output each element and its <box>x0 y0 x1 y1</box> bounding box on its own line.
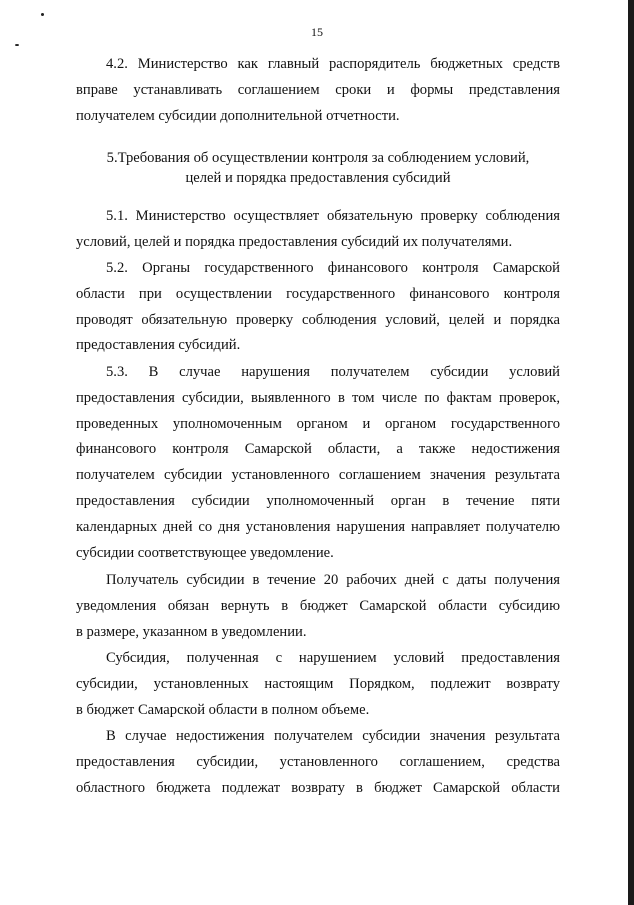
text-line: предоставления субсидии уполномоченный орган в течение пяти <box>76 492 560 509</box>
text-line: уведомления обязан вернуть в бюджет Самарской области субсидию <box>76 597 560 614</box>
text-line: получателем субсидии дополнительной отчетности. <box>76 107 400 124</box>
text-line: В случае недостижения получателем субсидии значения результата <box>106 728 560 744</box>
text-line: 5.1. Министерство осуществляет обязательную проверку соблюдения <box>106 208 560 224</box>
text-line: 5.2. Органы государственного финансового контроля Самарской <box>106 260 560 276</box>
page-number: 15 <box>311 25 323 39</box>
paragraph-5-3 <box>76 360 560 566</box>
paragraph-nonachievement <box>76 724 560 801</box>
text-line: календарных дней со дня установления нарушения направляет получателю <box>76 518 560 535</box>
scan-artifact-dot <box>41 13 44 16</box>
text-line: в размере, указанном в уведомлении. <box>76 623 307 640</box>
text-line: проведенных уполномоченным органом и органом государственного <box>76 415 560 432</box>
text-line: 5.3. В случае нарушения получателем субсидии условий <box>106 364 560 380</box>
paragraph-5-1 <box>76 204 560 256</box>
text-line: 4.2. Министерство как главный распорядитель бюджетных средств <box>106 56 560 72</box>
text-line: условий, целей и порядка предоставления субсидий их получателями. <box>76 233 513 250</box>
text-line: в бюджет Самарской области в полном объеме. <box>76 701 370 718</box>
text-line: предоставления субсидии, установленного соглашением, средства <box>76 753 560 770</box>
scan-page-edge <box>628 0 634 905</box>
section-heading <box>76 148 560 188</box>
scan-artifact-dot <box>15 44 19 46</box>
text-line: субсидии, установленных настоящим Порядком, подлежит возврату <box>76 675 560 692</box>
text-line: получателем субсидии установленного соглашением значения результата <box>76 467 560 484</box>
text-line: области при осуществлении государственного финансового контроля <box>76 285 560 302</box>
paragraph-return <box>76 568 560 645</box>
text-line: проводят обязательную проверку соблюдения условий, целей и порядка <box>76 311 560 328</box>
paragraph-5-2 <box>76 256 560 359</box>
text-line: субсидии соответствующее уведомление. <box>76 544 334 561</box>
text-line: Субсидия, полученная с нарушением условий предоставления <box>106 650 560 666</box>
text-line: вправе устанавливать соглашением сроки и формы представления <box>76 81 560 98</box>
text-line: предоставления субсидии, выявленного в том числе по фактам проверок, <box>76 389 560 406</box>
section-heading-line: 5.Требования об осуществлении контроля за соблюдением условий, <box>106 150 530 166</box>
text-line: областного бюджета подлежат возврату в бюджет Самарской области <box>76 779 560 796</box>
section-heading-line: целей и порядка предоставления субсидий <box>185 170 451 186</box>
paragraph-violation <box>76 646 560 723</box>
text-line: предоставления субсидий. <box>76 337 241 354</box>
paragraph-4-2 <box>76 52 560 129</box>
text-line: финансового контроля Самарской области, а также недостижения <box>76 441 560 458</box>
text-line: Получатель субсидии в течение 20 рабочих дней с даты получения <box>106 572 560 588</box>
